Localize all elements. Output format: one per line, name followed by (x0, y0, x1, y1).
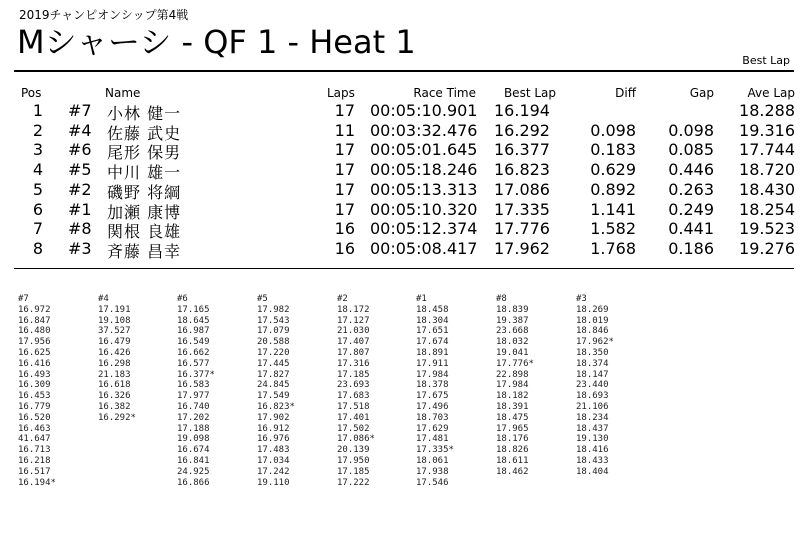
lap-time: 18.374 (576, 358, 609, 369)
result-gap: 0.441 (668, 219, 714, 239)
lap-time: 16.740 (177, 401, 210, 412)
lap-column (576, 294, 614, 478)
lap-time: 17.807 (337, 347, 370, 358)
lap-time: 17.165 (177, 304, 210, 315)
lap-time: 17.202 (177, 412, 210, 423)
lap-time: 17.185 (337, 369, 370, 380)
lap-column (177, 294, 215, 488)
result-gap: 0.098 (668, 120, 714, 140)
lap-time: 16.382 (98, 401, 131, 412)
lap-time: 16.823* (257, 401, 295, 412)
lap-time: 17.827 (257, 369, 290, 380)
result-name: 中川 雄一 (107, 163, 182, 183)
lap-time: 16.520 (18, 412, 51, 423)
event-subtitle: 2019チャンピオンシップ第4戦 (19, 8, 189, 22)
result-ave-lap: 19.316 (739, 120, 795, 140)
result-ave-lap: 19.523 (739, 219, 795, 239)
lap-column (18, 294, 56, 488)
lap-time: 16.309 (18, 380, 51, 391)
lap-column (98, 294, 136, 424)
lap-time: 18.846 (576, 326, 609, 337)
lap-time: 18.611 (496, 455, 529, 466)
lap-time: 17.965 (496, 423, 529, 434)
lap-time: 16.416 (18, 358, 51, 369)
lap-time: 18.826 (496, 445, 529, 456)
result-name: 尾形 保男 (107, 143, 182, 163)
lap-time: 16.976 (257, 434, 290, 445)
lap-time: 18.462 (496, 466, 529, 477)
lap-column-car: #5 (257, 294, 268, 304)
lap-time: 19.130 (576, 434, 609, 445)
lap-time: 16.463 (18, 423, 51, 434)
lap-column-car: #6 (177, 294, 188, 304)
lap-time: 19.041 (496, 347, 529, 358)
lap-time: 18.176 (496, 434, 529, 445)
lap-time: 18.703 (416, 412, 449, 423)
lap-time: 16.625 (18, 347, 51, 358)
result-best-lap: 17.962 (494, 238, 550, 258)
lap-time: 17.188 (177, 423, 210, 434)
lap-time: 17.549 (257, 391, 290, 402)
lap-time: 16.426 (98, 347, 131, 358)
lap-time: 18.475 (496, 412, 529, 423)
result-car: #5 (68, 160, 92, 180)
result-laps: 17 (334, 160, 355, 180)
col-laps: Laps (327, 86, 355, 100)
lap-time: 17.984 (416, 369, 449, 380)
lap-time: 17.518 (337, 401, 370, 412)
lap-time: 16.577 (177, 358, 210, 369)
lap-time: 16.841 (177, 455, 210, 466)
lap-time: 22.898 (496, 369, 529, 380)
result-ave-lap: 18.430 (739, 179, 795, 199)
lap-time: 16.779 (18, 401, 51, 412)
lap-time: 17.977 (177, 391, 210, 402)
lap-time: 17.902 (257, 412, 290, 423)
result-race-time: 00:05:13.313 (370, 179, 478, 199)
lap-time: 16.847 (18, 315, 51, 326)
lap-time: 23.693 (337, 380, 370, 391)
lap-time: 16.972 (18, 304, 51, 315)
lap-column (257, 294, 295, 488)
lap-time: 23.668 (496, 326, 529, 337)
lap-time: 17.674 (416, 337, 449, 348)
lap-time: 18.839 (496, 304, 529, 315)
lap-time: 18.269 (576, 304, 609, 315)
lap-time: 20.139 (337, 445, 370, 456)
result-laps: 11 (334, 120, 355, 140)
lap-time: 16.298 (98, 358, 131, 369)
lap-time: 16.326 (98, 391, 131, 402)
result-name: 斉藤 昌幸 (107, 241, 182, 261)
lap-time: 20.588 (257, 337, 290, 348)
lap-time: 21.183 (98, 369, 131, 380)
lap-time: 17.911 (416, 358, 449, 369)
page-title: Mシャーシ - QF 1 - Heat 1 (17, 23, 416, 61)
lap-time: 17.546 (416, 477, 449, 488)
lap-time: 18.304 (416, 315, 449, 326)
lap-time: 16.549 (177, 337, 210, 348)
lap-time: 18.416 (576, 445, 609, 456)
lap-time: 18.693 (576, 391, 609, 402)
lap-time: 16.292* (98, 412, 136, 423)
lap-time: 18.433 (576, 455, 609, 466)
lap-time: 17.984 (496, 380, 529, 391)
lap-time: 17.034 (257, 455, 290, 466)
result-best-lap: 16.194 (494, 101, 550, 120)
lap-time: 16.377* (177, 369, 215, 380)
lap-time: 17.127 (337, 315, 370, 326)
lap-time: 17.316 (337, 358, 370, 369)
lap-time: 16.583 (177, 380, 210, 391)
lap-time: 37.527 (98, 326, 131, 337)
result-pos: 8 (32, 238, 44, 258)
lap-time: 18.437 (576, 423, 609, 434)
result-pos: 7 (32, 219, 44, 239)
result-laps: 16 (334, 238, 355, 258)
lap-time: 17.950 (337, 455, 370, 466)
result-ave-lap: 17.744 (739, 140, 795, 160)
result-car: #7 (68, 101, 92, 120)
col-ave-lap: Ave Lap (747, 86, 795, 100)
result-pos: 6 (32, 199, 44, 219)
lap-time: 17.191 (98, 304, 131, 315)
result-diff: 0.098 (590, 120, 636, 140)
result-best-lap: 17.086 (494, 179, 550, 199)
result-gap: 0.446 (668, 160, 714, 180)
result-race-time: 00:05:10.320 (370, 199, 478, 219)
lap-time: 17.496 (416, 401, 449, 412)
lap-time: 18.645 (177, 315, 210, 326)
lap-time: 18.458 (416, 304, 449, 315)
lap-column-car: #1 (416, 294, 427, 304)
result-car: #3 (68, 238, 92, 258)
result-ave-lap: 18.254 (739, 199, 795, 219)
lap-time: 16.674 (177, 445, 210, 456)
lap-time: 16.480 (18, 326, 51, 337)
result-diff: 0.629 (590, 160, 636, 180)
lap-time: 16.517 (18, 466, 51, 477)
lap-time: 18.234 (576, 412, 609, 423)
lap-time: 16.987 (177, 326, 210, 337)
result-gap: 0.186 (668, 238, 714, 258)
lap-time: 17.938 (416, 466, 449, 477)
col-diff: Diff (615, 86, 636, 100)
result-diff: 0.892 (590, 179, 636, 199)
lap-time: 16.479 (98, 337, 131, 348)
lap-time: 16.713 (18, 445, 51, 456)
lap-time: 24.925 (177, 466, 210, 477)
result-ave-lap: 19.276 (739, 238, 795, 258)
result-pos: 5 (32, 179, 44, 199)
lap-time: 21.030 (337, 326, 370, 337)
result-car: #2 (68, 179, 92, 199)
result-best-lap: 16.377 (494, 140, 550, 160)
result-pos: 2 (32, 120, 44, 140)
lap-time: 17.683 (337, 391, 370, 402)
result-car: #1 (68, 199, 92, 219)
col-gap: Gap (689, 86, 714, 100)
lap-column (416, 294, 454, 488)
lap-column-car: #4 (98, 294, 109, 304)
lap-time: 17.445 (257, 358, 290, 369)
lap-time: 16.912 (257, 423, 290, 434)
col-name: Name (105, 86, 141, 100)
lap-time: 21.106 (576, 401, 609, 412)
lap-time: 18.182 (496, 391, 529, 402)
best-lap-tag: Best Lap (742, 54, 790, 67)
lap-time: 16.194* (18, 477, 56, 488)
lap-time: 17.502 (337, 423, 370, 434)
lap-column-car: #3 (576, 294, 587, 304)
col-best-lap: Best Lap (503, 86, 556, 100)
result-gap: 0.085 (668, 140, 714, 160)
lap-time: 17.956 (18, 337, 51, 348)
lap-time: 17.962* (576, 337, 614, 348)
result-ave-lap: 18.288 (739, 101, 795, 120)
result-ave-lap: 18.720 (739, 160, 795, 180)
lap-time: 16.662 (177, 347, 210, 358)
lap-time: 24.845 (257, 380, 290, 391)
lap-time: 19.387 (496, 315, 529, 326)
lap-time: 18.378 (416, 380, 449, 391)
lap-time: 16.493 (18, 369, 51, 380)
lap-time: 17.481 (416, 434, 449, 445)
lap-time: 18.061 (416, 455, 449, 466)
result-diff: 1.768 (590, 238, 636, 258)
result-gap: 0.249 (668, 199, 714, 219)
lap-time: 17.982 (257, 304, 290, 315)
lap-time: 18.391 (496, 401, 529, 412)
header-divider (14, 70, 794, 72)
result-diff: 0.183 (590, 140, 636, 160)
lap-column (337, 294, 375, 488)
result-laps: 17 (334, 101, 355, 120)
lap-time: 16.866 (177, 477, 210, 488)
lap-time: 17.222 (337, 477, 370, 488)
lap-time: 17.407 (337, 337, 370, 348)
result-car: #4 (68, 120, 92, 140)
lap-column-car: #8 (496, 294, 507, 304)
lap-time: 23.440 (576, 380, 609, 391)
lap-time: 18.891 (416, 347, 449, 358)
lap-time: 18.019 (576, 315, 609, 326)
lap-time: 17.079 (257, 326, 290, 337)
lap-time: 16.218 (18, 455, 51, 466)
result-car: #8 (68, 219, 92, 239)
lap-time: 18.404 (576, 466, 609, 477)
result-laps: 16 (334, 219, 355, 239)
result-name: 関根 良雄 (107, 222, 182, 242)
lap-time: 17.543 (257, 315, 290, 326)
result-best-lap: 16.823 (494, 160, 550, 180)
lap-time: 18.172 (337, 304, 370, 315)
result-race-time: 00:05:12.374 (370, 219, 478, 239)
lap-time: 17.675 (416, 391, 449, 402)
lap-time: 17.651 (416, 326, 449, 337)
lap-time: 17.483 (257, 445, 290, 456)
result-pos: 4 (32, 160, 44, 180)
result-name: 佐藤 武史 (107, 123, 182, 143)
results-divider (14, 268, 794, 269)
result-best-lap: 17.335 (494, 199, 550, 219)
lap-time: 17.629 (416, 423, 449, 434)
result-race-time: 00:05:08.417 (370, 238, 478, 258)
col-race-time: Race Time (413, 86, 476, 100)
result-race-time: 00:05:10.901 (370, 101, 478, 120)
result-race-time: 00:05:18.246 (370, 160, 478, 180)
lap-column (496, 294, 534, 478)
lap-time: 17.185 (337, 466, 370, 477)
result-gap: 0.263 (668, 179, 714, 199)
lap-time: 19.108 (98, 315, 131, 326)
lap-time: 17.401 (337, 412, 370, 423)
result-best-lap: 17.776 (494, 219, 550, 239)
lap-time: 17.086* (337, 434, 375, 445)
lap-time: 17.776* (496, 358, 534, 369)
lap-time: 16.618 (98, 380, 131, 391)
result-name: 磯野 将綱 (107, 182, 182, 202)
result-race-time: 00:05:01.645 (370, 140, 478, 160)
result-name: 加瀬 康博 (107, 202, 182, 222)
result-pos: 1 (32, 101, 44, 120)
result-best-lap: 16.292 (494, 120, 550, 140)
result-laps: 17 (334, 199, 355, 219)
result-pos: 3 (32, 140, 44, 160)
result-diff: 1.582 (590, 219, 636, 239)
lap-time: 18.032 (496, 337, 529, 348)
lap-column-car: #2 (337, 294, 348, 304)
result-diff: 1.141 (590, 199, 636, 219)
lap-time: 18.350 (576, 347, 609, 358)
lap-time: 18.147 (576, 369, 609, 380)
col-pos: Pos (21, 86, 42, 100)
lap-time: 17.242 (257, 466, 290, 477)
lap-time: 17.220 (257, 347, 290, 358)
result-laps: 17 (334, 179, 355, 199)
lap-time: 17.335* (416, 445, 454, 456)
lap-time: 41.647 (18, 434, 51, 445)
result-laps: 17 (334, 140, 355, 160)
lap-time: 19.110 (257, 477, 290, 488)
result-car: #6 (68, 140, 92, 160)
lap-time: 19.098 (177, 434, 210, 445)
result-race-time: 00:03:32.476 (370, 120, 478, 140)
lap-time: 16.453 (18, 391, 51, 402)
result-name: 小林 健一 (107, 104, 182, 123)
lap-column-car: #7 (18, 294, 29, 304)
